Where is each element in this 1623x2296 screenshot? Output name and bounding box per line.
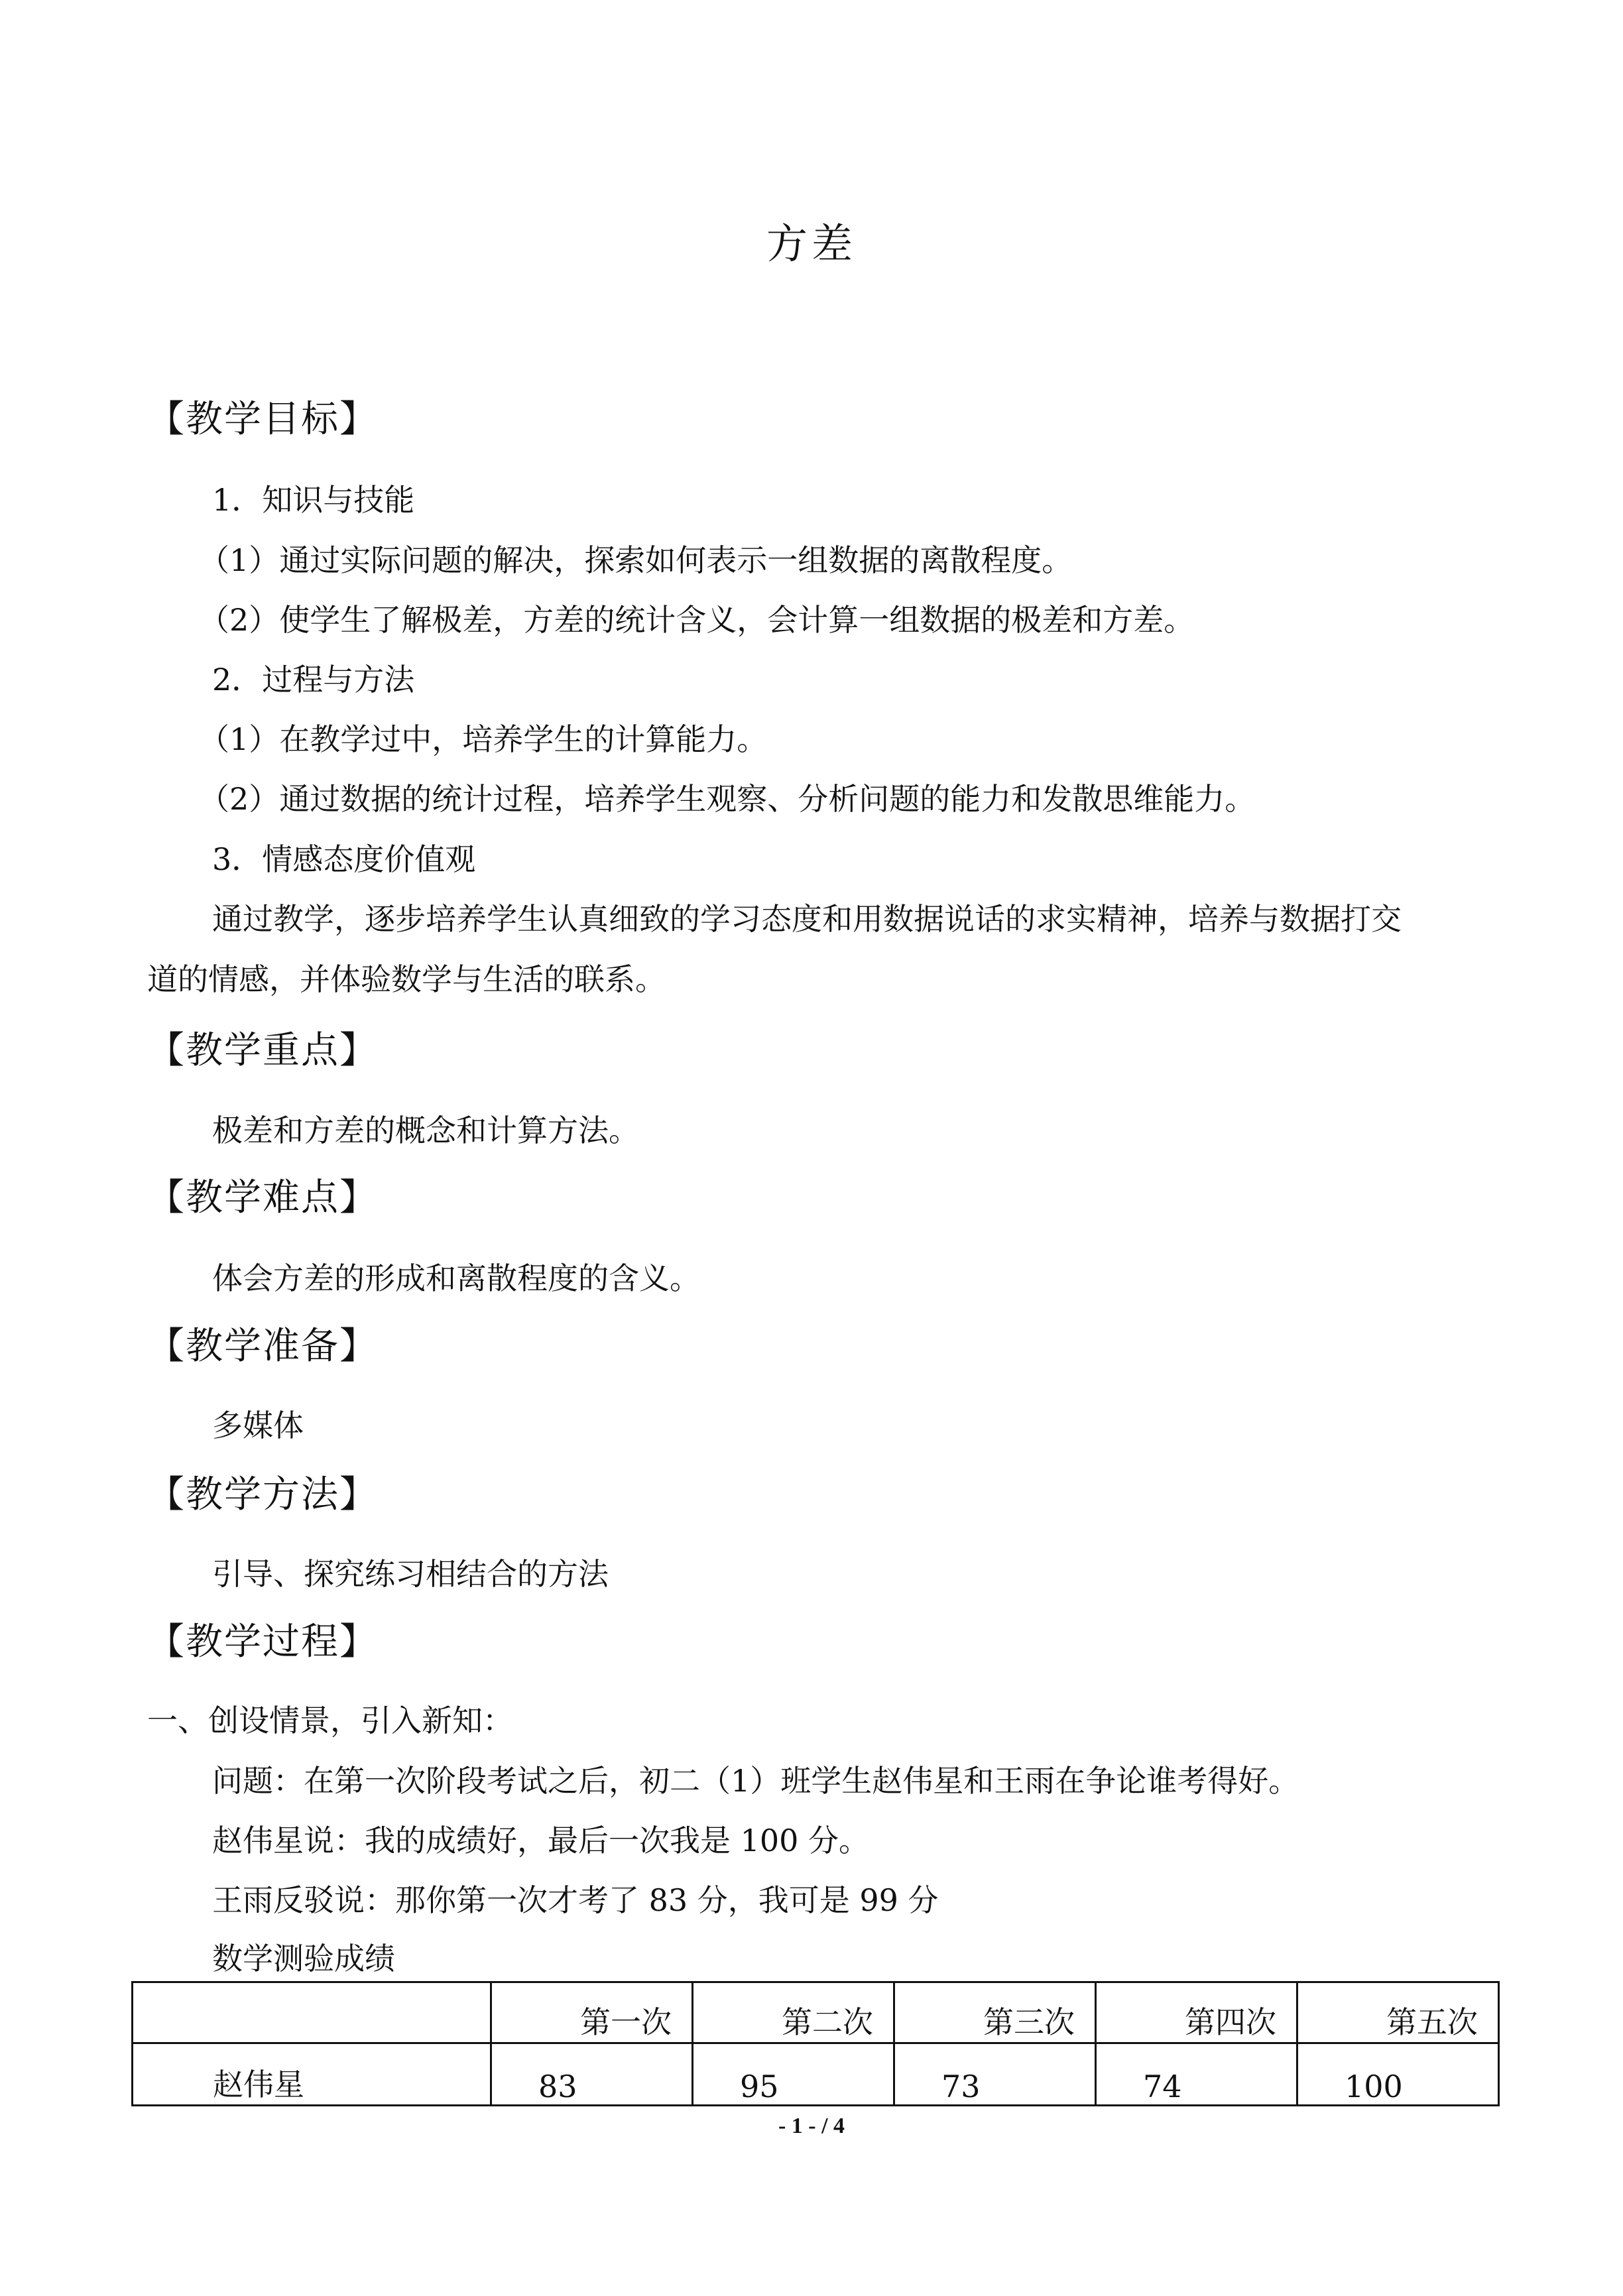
score-cell: 74 <box>1096 2043 1297 2106</box>
goal2-item2: （2）通过数据的统计过程，培养学生观察、分析问题的能力和发散思维能力。 <box>199 781 1256 817</box>
table-header-cell: 第一次 <box>491 1982 693 2043</box>
table-row <box>133 2043 1499 2106</box>
table-header-cell <box>133 1982 491 2043</box>
prep-text: 多媒体 <box>212 1408 304 1443</box>
method-text: 引导、探究练习相结合的方法 <box>212 1556 609 1592</box>
goal1-item1: （1）通过实际问题的解决，探索如何表示一组数据的离散程度。 <box>199 542 1073 578</box>
table-header-cell: 第五次 <box>1297 1982 1499 2043</box>
table-header-row <box>133 1982 1499 2043</box>
process-step1: 一、创设情景，引入新知： <box>147 1703 513 1738</box>
score-cell: 73 <box>894 2043 1096 2106</box>
table-header-cell: 第三次 <box>894 1982 1096 2043</box>
keypoint-text: 极差和方差的概念和计算方法。 <box>212 1113 639 1148</box>
table-caption: 数学测验成绩 <box>212 1941 395 1976</box>
heading-goals: 【教学目标】 <box>147 398 378 441</box>
goal1-item2: （2）使学生了解极差，方差的统计含义，会计算一组数据的极差和方差。 <box>199 602 1195 638</box>
score-cell: 95 <box>693 2043 894 2106</box>
goal3-title: 3．情感态度价值观 <box>212 841 476 877</box>
problem-text: 问题：在第一次阶段考试之后，初二（1）班学生赵伟星和王雨在争论谁考得好。 <box>212 1763 1299 1799</box>
score-table <box>131 1981 1500 2106</box>
goal2-item1: （1）在教学过中，培养学生的计算能力。 <box>199 721 768 757</box>
heading-method: 【教学方法】 <box>147 1473 378 1516</box>
zhao-says: 赵伟星说：我的成绩好，最后一次我是 100 分。 <box>212 1823 870 1858</box>
wang-says: 王雨反驳说：那你第一次才考了 83 分，我可是 99 分 <box>212 1882 939 1918</box>
page-title: 方差 <box>766 219 857 268</box>
score-cell: 83 <box>491 2043 693 2106</box>
heading-process: 【教学过程】 <box>147 1620 378 1663</box>
table-header-cell: 第四次 <box>1096 1982 1297 2043</box>
difficulty-text: 体会方差的形成和离散程度的含义。 <box>212 1260 700 1296</box>
goal3-text-line2: 道的情感，并体验数学与生活的联系。 <box>147 961 666 997</box>
goal2-title: 2．过程与方法 <box>212 662 415 697</box>
score-cell: 100 <box>1297 2043 1499 2106</box>
heading-difficulty: 【教学难点】 <box>147 1176 378 1219</box>
goal1-title: 1．知识与技能 <box>212 482 415 518</box>
table-header-cell: 第二次 <box>693 1982 894 2043</box>
page-number: - 1 - / 4 <box>778 2114 845 2138</box>
heading-keypoint: 【教学重点】 <box>147 1029 378 1072</box>
goal3-text-line1: 通过教学，逐步培养学生认真细致的学习态度和用数据说话的求实精神，培养与数据打交 <box>212 901 1402 937</box>
student-name-cell: 赵伟星 <box>133 2043 491 2106</box>
heading-prep: 【教学准备】 <box>147 1325 378 1368</box>
